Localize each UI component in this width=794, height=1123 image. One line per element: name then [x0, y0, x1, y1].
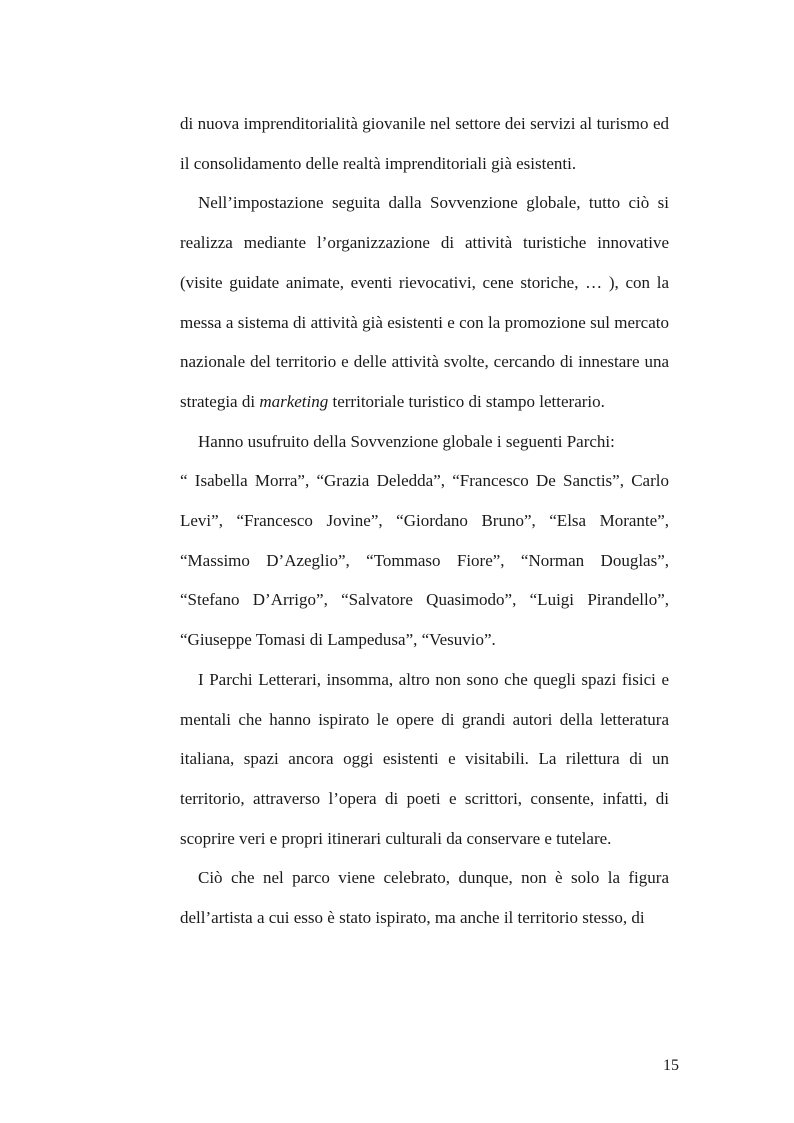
paragraph-sovvenzione-end: territoriale turistico di stampo letterario. [328, 391, 605, 411]
paragraph-parco-celebrato: Ciò che nel parco viene celebrato, dunque, non è solo la figura dell’artista a cui esso è stato ispirato, ma anche il territorio stesso, di [180, 868, 669, 928]
page-number: 15 [663, 1057, 679, 1074]
paragraph-sovvenzione [180, 183, 669, 421]
paragraph-parchi-letterari: I Parchi Letterari, insomma, altro non sono che quegli spazi fisici e mentali che hanno ispirato le opere di grandi autori della letteratura italiana, spazi ancora oggi esistenti e visitabili. La rilettura di un territorio, attraverso l’opera di poeti e scrittori, consente, infatti, di scoprire veri e propri itinerari culturali da conservare e tutelare. [180, 669, 669, 848]
document-body [180, 104, 669, 938]
paragraph-continuation: di nuova imprenditorialità giovanile nel settore dei servizi al turismo ed il consolidamento delle realtà imprenditoriali già esistenti. [180, 114, 669, 173]
parks-list: “ Isabella Morra”, “Grazia Deledda”, “Francesco De Sanctis”, Carlo Levi”, “Francesco Jovine”, “Giordano Bruno”, “Elsa Morante”, “Massimo D’Azeglio”, “Tommaso Fiore”, “Norman Douglas”, “Stefano D’Arrigo”, “Salvatore Quasimodo”, “Luigi Pirandello”, “Giuseppe Tomasi di Lampedusa”, “Vesuvio”. [180, 471, 669, 650]
marketing-emphasis: marketing [259, 391, 329, 411]
paragraph-sovvenzione-text: Nell’impostazione seguita dalla Sovvenzione globale, tutto ciò si realizza mediante l’organizzazione di attività turistiche innovative (visite guidate animate, eventi rievocativi, cene storiche, … ), con la messa a sistema di attività già esistenti e con la promozione sul mercato nazionale del territorio e delle attività svolte, cercando di innestare una strategia di [180, 193, 669, 411]
paragraph-parks-intro: Hanno usufruito della Sovvenzione globale i seguenti Parchi: [198, 431, 615, 451]
